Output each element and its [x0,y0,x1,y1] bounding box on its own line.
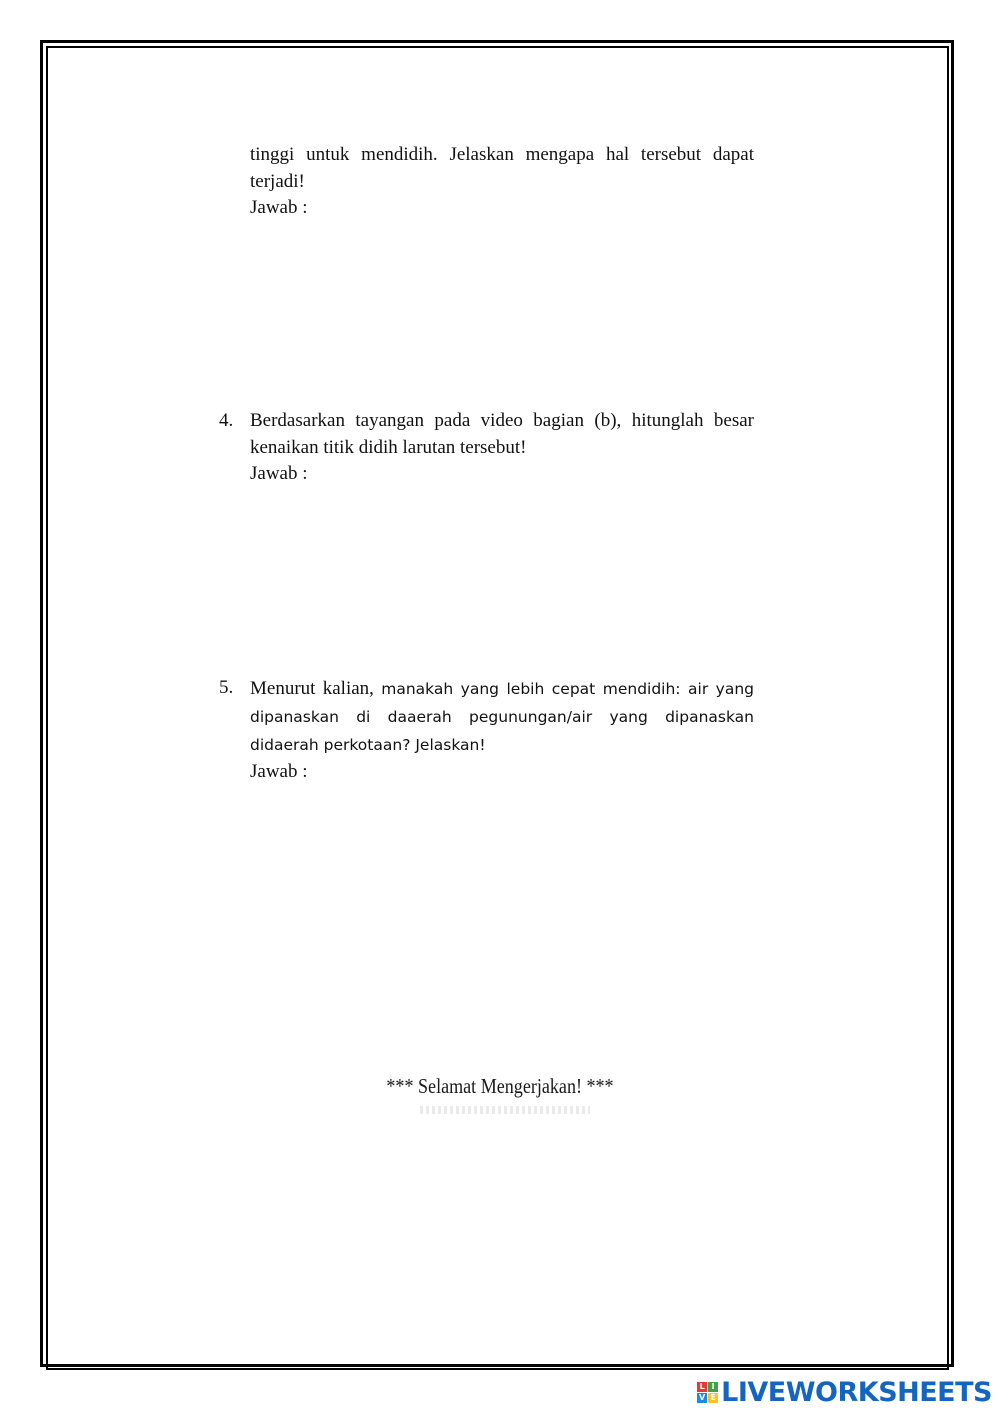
question-5-text-rest: manakah yang lebih cepat mendidih: air yang dipanaskan di daaerah pegunungan/air yang dipanaskan didaerah perkotaan? Jelaskan! [250,680,755,754]
answer-label-3: Jawab : [250,197,308,218]
liveworksheets-brand[interactable] [697,1377,992,1407]
question-4 [219,408,754,488]
closing-message: *** Selamat Mengerjakan! *** [386,1074,614,1098]
question-3-continued [219,142,754,222]
logo-letter-i: I [708,1382,718,1392]
question-5-number: 5. [219,677,234,698]
question-4-number: 4. [219,410,234,431]
question-3-text-line-1: tinggi untuk mendidih. Jelaskan mengapa hal tersebut dapat [250,144,754,165]
question-3-text-line-2: terjadi! [250,170,305,192]
question-5-text [250,675,754,759]
scan-artifact [420,1106,590,1114]
logo-letter-l: L [697,1382,707,1392]
logo-letter-v: V [699,1392,706,1402]
question-5 [219,675,754,786]
answer-label-4: Jawab : [250,463,308,484]
liveworksheets-logo-icon [697,1382,718,1403]
question-4-text: Berdasarkan tayangan pada video bagian (b), hitunglah besar kenaikan titik didih larutan tersebut! [250,410,754,458]
question-5-text-lead: Menurut kalian, [250,678,374,699]
answer-label-5: Jawab : [250,761,308,782]
logo-letter-e: E [708,1393,718,1403]
liveworksheets-wordmark: LIVEWORKSHEETS [721,1376,992,1408]
